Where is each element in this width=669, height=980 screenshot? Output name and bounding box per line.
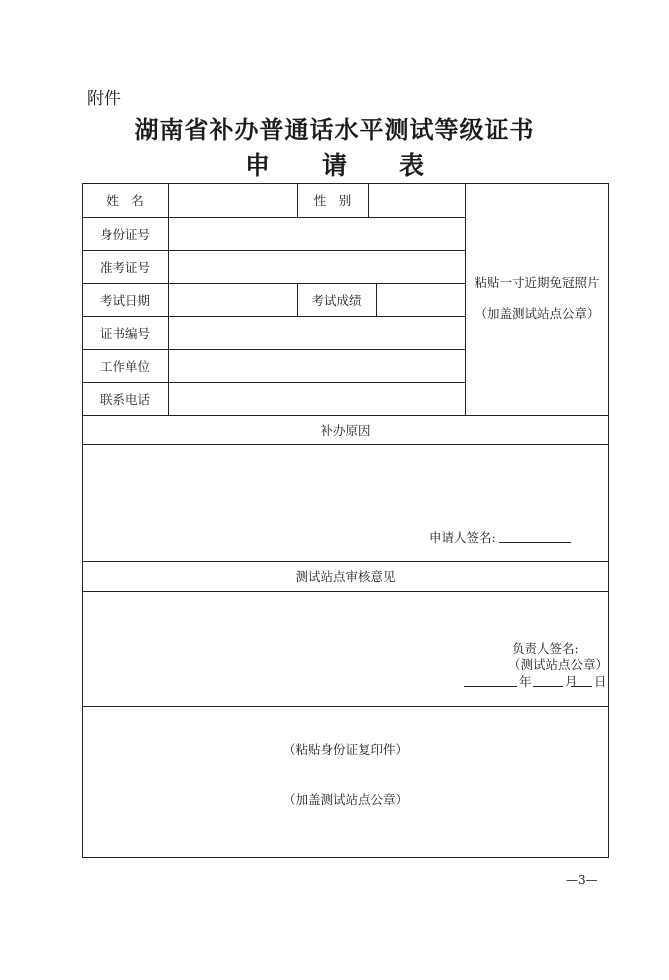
label-name: 姓 名	[106, 193, 144, 208]
photo-stamp-note: （加盖测试站点公章）	[474, 306, 600, 321]
year-blank[interactable]	[464, 686, 517, 687]
label-exam-date: 考试日期	[99, 292, 150, 308]
id-copy-stamp-note: （加盖测试站点公章）	[282, 792, 408, 807]
id-number-field[interactable]	[169, 218, 464, 249]
label-admission-number: 准考证号	[99, 259, 150, 275]
table-border-right	[608, 183, 609, 858]
form-title: 湖南省补办普通话水平测试等级证书	[134, 115, 535, 144]
applicant-signature-line[interactable]	[499, 542, 571, 543]
subtitle-char: 表	[399, 151, 425, 180]
admission-number-field[interactable]	[169, 251, 464, 282]
subtitle-char: 请	[321, 151, 347, 180]
exam-score-field[interactable]	[377, 284, 464, 315]
label-cert-number: 证书编号	[99, 325, 150, 341]
month-label: 月	[565, 674, 578, 689]
reason-text-area[interactable]	[83, 445, 608, 529]
day-label: 日	[594, 674, 607, 689]
review-text-area[interactable]	[83, 592, 608, 636]
year-label: 年	[519, 674, 532, 689]
page-number: —3—	[566, 873, 598, 887]
photo-area[interactable]	[466, 184, 608, 415]
supervisor-signature-label: 负责人签名:	[512, 641, 579, 656]
id-copy-instruction: （粘贴身份证复印件）	[282, 742, 408, 757]
cert-number-field[interactable]	[169, 317, 464, 348]
month-blank[interactable]	[533, 686, 563, 687]
gender-field[interactable]	[369, 184, 464, 216]
phone-field[interactable]	[169, 383, 464, 414]
label-gender: 性 别	[313, 193, 352, 208]
label-exam-score: 考试成绩	[311, 292, 362, 308]
label-id-number: 身份证号	[99, 226, 150, 242]
day-blank[interactable]	[571, 686, 592, 687]
form-subtitle	[0, 146, 669, 182]
label-phone: 联系电话	[99, 391, 150, 407]
site-stamp-note: （测试站点公章）	[508, 657, 609, 672]
id-copy-area[interactable]	[83, 707, 608, 857]
work-unit-field[interactable]	[169, 350, 464, 381]
exam-date-field[interactable]	[169, 284, 296, 315]
review-header: 测试站点审核意见	[295, 569, 396, 584]
photo-instruction: 粘贴一寸近期免冠照片	[474, 275, 600, 290]
label-work-unit: 工作单位	[99, 358, 150, 374]
applicant-signature-label: 申请人签名:	[429, 530, 496, 545]
name-field[interactable]	[169, 184, 296, 216]
table-border-bottom	[82, 857, 609, 858]
reason-header: 补办原因	[320, 422, 371, 438]
subtitle-char: 申	[244, 151, 270, 180]
attachment-label: 附件	[87, 89, 121, 109]
